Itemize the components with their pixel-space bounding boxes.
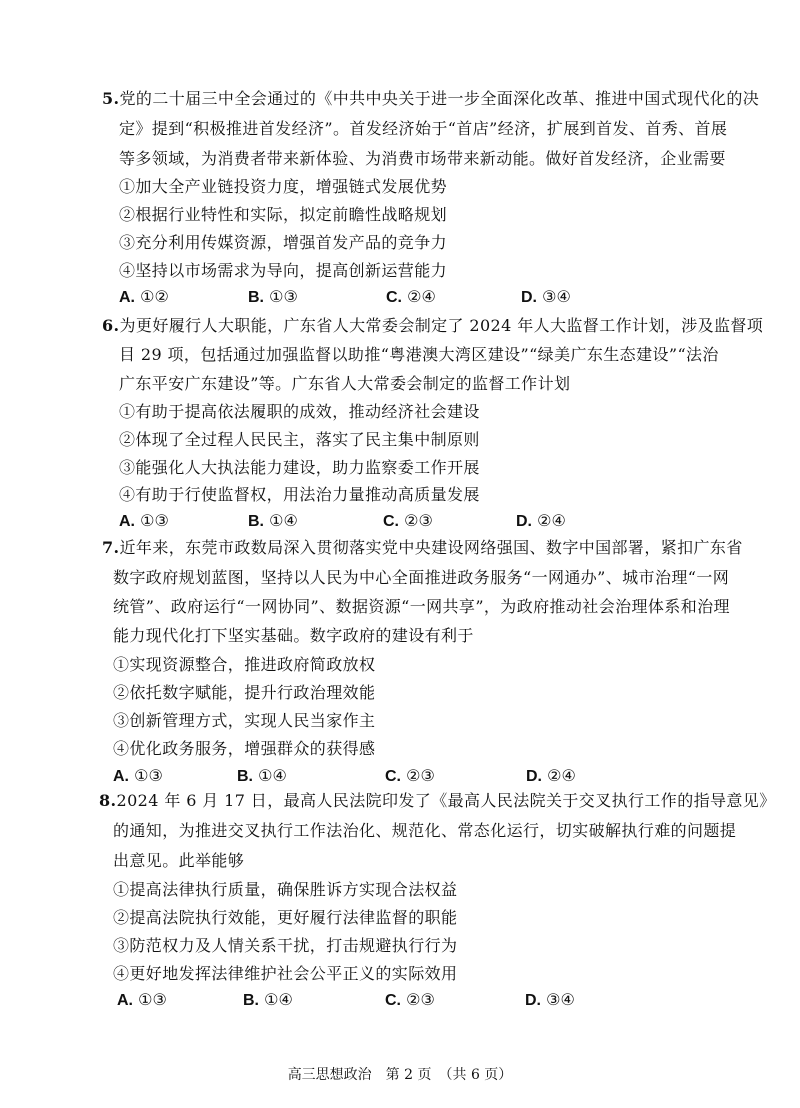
answer-choice-c: C. ②③: [385, 990, 435, 1009]
option-line: ③创新管理方式，实现人民当家作主: [113, 711, 376, 730]
page-footer: 高三思想政治 第 2 页 （共 6 页）: [287, 1067, 513, 1083]
question-stem-line: 定》提到“积极推进首发经济”。首发经济始于“首店”经济，扩展到首发、首秀、首展: [119, 119, 728, 138]
answer-choice-a: A. ①②: [119, 287, 169, 306]
option-line: ②提高法院执行效能，更好履行法律监督的职能: [113, 908, 458, 927]
question-stem-line: 6.为更好履行人大职能，广东省人大常委会制定了 2024 年人大监督工作计划，涉及监督项: [102, 316, 764, 335]
option-line: ②体现了全过程人民民主，落实了民主集中制原则: [119, 430, 480, 449]
option-line: ③能强化人大执法能力建设，助力监察委工作开展: [119, 458, 480, 477]
option-line: ①实现资源整合，推进政府简政放权: [113, 655, 376, 674]
answer-choice-b: B. ①④: [248, 511, 298, 530]
answer-choice-b: B. ①④: [237, 766, 287, 785]
option-line: ①提高法律执行质量，确保胜诉方实现合法权益: [113, 880, 458, 899]
question-stem-line: 的通知，为推进交叉执行工作法治化、规范化、常态化运行，切实破解执行难的问题提: [113, 821, 737, 840]
answer-choice-b: B. ①④: [243, 990, 293, 1009]
answer-choice-d: D. ②④: [526, 766, 576, 785]
question-stem-line: 等多领域，为消费者带来新体验、为消费市场带来新动能。做好首发经济，企业需要: [119, 149, 726, 168]
option-line: ②依托数字赋能，提升行政治理效能: [113, 683, 376, 702]
question-stem-line: 广东平安广东建设”等。广东省人大常委会制定的监督工作计划: [119, 374, 571, 393]
question-stem-line: 统管”、政府运行“一网协同”、数据资源“一网共享”，为政府推动社会治理体系和治理: [113, 597, 730, 616]
question-stem-line: 目 29 项，包括通过加强监督以助推“粤港澳大湾区建设”“绿美广东生态建设”“法治: [119, 345, 719, 364]
answer-choice-a: A. ①③: [113, 766, 163, 785]
question-number: 5.: [102, 89, 120, 108]
question-number: 6.: [102, 316, 120, 335]
question-number: 7.: [102, 538, 120, 557]
question-stem-line: 5.党的二十届三中全会通过的《中共中央关于进一步全面深化改革、推进中国式现代化的决: [102, 89, 760, 108]
option-line: ①加大全产业链投资力度，增强链式发展优势: [119, 177, 448, 196]
option-line: ④优化政务服务，增强群众的获得感: [113, 739, 376, 758]
question-number: 8.: [99, 791, 117, 810]
answer-choice-d: D. ②④: [516, 511, 566, 530]
answer-choice-a: A. ①③: [119, 511, 169, 530]
answer-choice-d: D. ③④: [525, 990, 575, 1009]
option-line: ④有助于行使监督权，用法治力量推动高质量发展: [119, 485, 480, 504]
answer-choice-c: C. ②③: [383, 511, 433, 530]
question-stem-line: 能力现代化打下坚实基础。数字政府的建设有利于: [113, 626, 474, 645]
option-line: ③充分利用传媒资源，增强首发产品的竞争力: [119, 233, 448, 252]
answer-choice-c: C. ②④: [386, 287, 436, 306]
answer-choice-c: C. ②③: [385, 766, 435, 785]
answer-choice-a: A. ①③: [117, 990, 167, 1009]
option-line: ①有助于提高依法履职的成效，推动经济社会建设: [119, 402, 480, 421]
answer-choice-d: D. ③④: [521, 287, 571, 306]
question-stem-line: 8.2024 年 6 月 17 日，最高人民法院印发了《最高人民法院关于交叉执行工作的指导意见》: [99, 791, 776, 810]
question-stem-line: 出意见。此举能够: [113, 851, 245, 870]
option-line: ③防范权力及人情关系干扰，打击规避执行行为: [113, 936, 458, 955]
question-stem-line: 数字政府规划蓝图，坚持以人民为中心全面推进政务服务“一网通办”、城市治理“一网: [113, 568, 730, 587]
option-line: ④更好地发挥法律维护社会公平正义的实际效用: [113, 964, 458, 983]
option-line: ②根据行业特性和实际，拟定前瞻性战略规划: [119, 205, 448, 224]
question-stem-line: 7.近年来，东莞市政数局深入贯彻落实党中央建设网络强国、数字中国部署，紧扣广东省: [102, 538, 743, 557]
option-line: ④坚持以市场需求为导向，提高创新运营能力: [119, 261, 448, 280]
answer-choice-b: B. ①③: [248, 287, 298, 306]
